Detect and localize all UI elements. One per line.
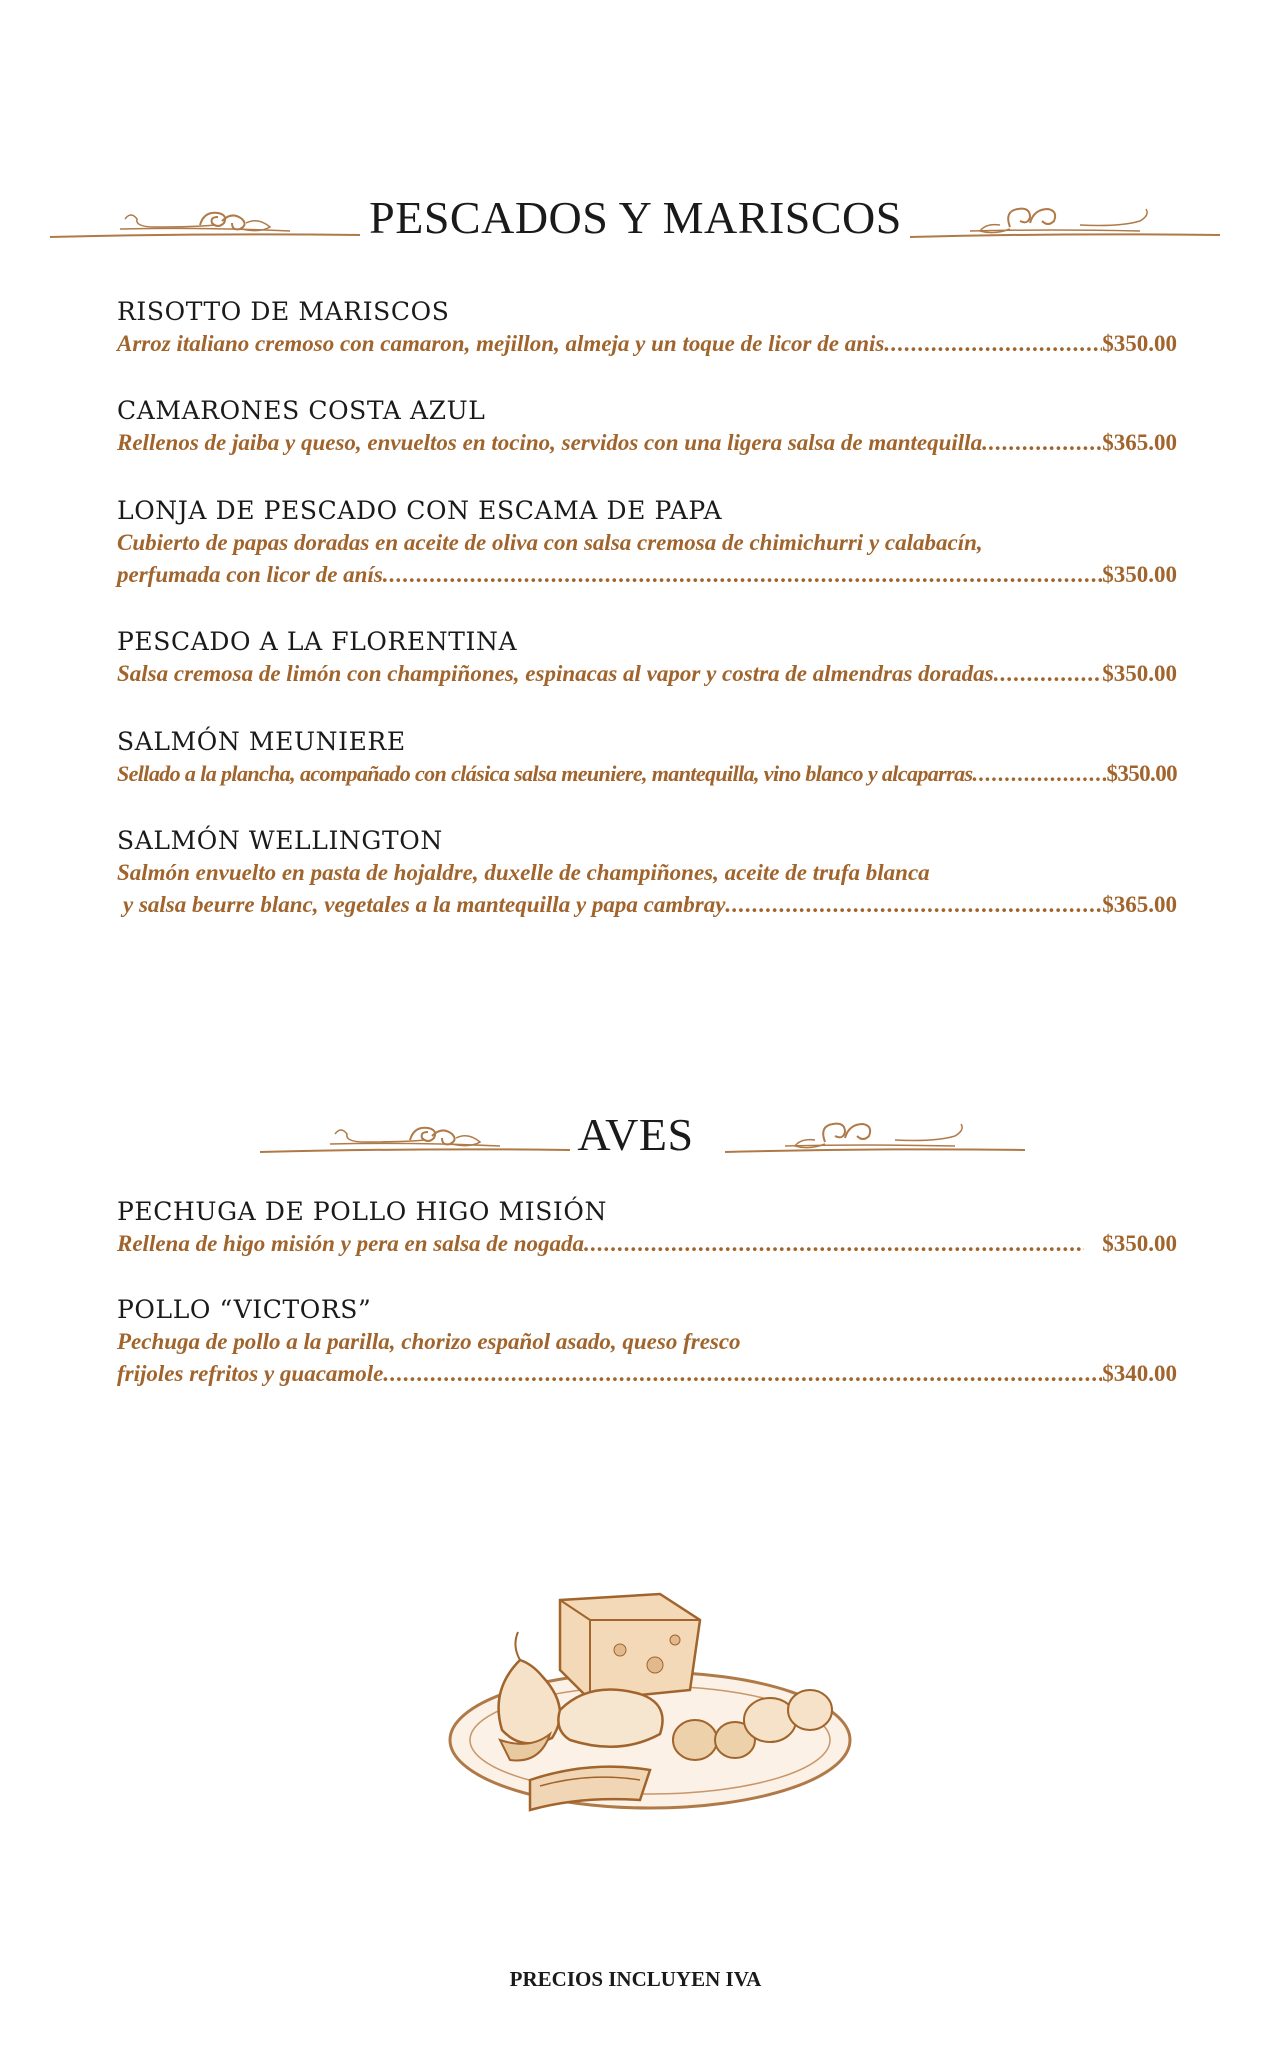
description-text: Rellena de higo misión y pera en salsa de nogada xyxy=(117,1231,585,1256)
dish-description xyxy=(117,1228,1177,1260)
description-text: frijoles refritos y guacamole xyxy=(117,1361,384,1386)
dish-description xyxy=(117,328,1177,360)
price: $340.00 xyxy=(1102,1361,1177,1386)
menu-item xyxy=(117,626,1177,690)
dish-description-line: Salmón envuelto en pasta de hojaldre, duxelle de champiñones, aceite de trufa blanca xyxy=(117,860,930,885)
section-title: AVES xyxy=(577,1109,694,1160)
section-header-aves xyxy=(0,1100,1271,1190)
ornament-right-flourish-icon xyxy=(715,1108,1035,1158)
leader-dots xyxy=(725,889,1102,921)
footer-note: PRECIOS INCLUYEN IVA xyxy=(509,1967,762,1991)
section-header-pescados xyxy=(0,185,1271,275)
dish-description xyxy=(117,889,1177,921)
dish-description xyxy=(117,758,1177,790)
description-text: Rellenos de jaiba y queso, envueltos en tocino, servidos con una ligera salsa de mantequilla xyxy=(117,430,983,455)
menu-item xyxy=(117,1294,1177,1390)
dish-name: PESCADO A LA FLORENTINA xyxy=(117,627,518,656)
dish-name: SALMÓN WELLINGTON xyxy=(117,826,443,855)
dish-name: POLLO “VICTORS” xyxy=(117,1295,372,1324)
food-plate-illustration xyxy=(440,1590,860,1820)
price: $350.00 xyxy=(1102,562,1177,587)
dish-description-line: Cubierto de papas doradas en aceite de oliva con salsa cremosa de chimichurri y calabacín, xyxy=(117,530,983,555)
menu-item xyxy=(117,726,1177,790)
leader-dots xyxy=(383,559,1102,591)
dish-name: PECHUGA DE POLLO HIGO MISIÓN xyxy=(117,1197,607,1226)
dish-description xyxy=(117,559,1177,591)
menu-item xyxy=(117,825,1177,921)
leader-dots xyxy=(383,1358,1102,1390)
price: $365.00 xyxy=(1102,430,1177,455)
menu-item xyxy=(117,395,1177,459)
dish-name: LONJA DE PESCADO CON ESCAMA DE PAPA xyxy=(117,496,723,525)
menu-item xyxy=(117,495,1177,591)
leader-dots xyxy=(584,1228,1084,1260)
price: $350.00 xyxy=(1102,331,1177,356)
section-title: PESCADOS Y MARISCOS xyxy=(369,192,902,243)
description-text: y salsa beurre blanc, vegetales a la mantequilla y papa cambray xyxy=(123,892,726,917)
price: $350.00 xyxy=(1106,761,1177,786)
dish-description xyxy=(117,658,1177,690)
dish-description-line: Pechuga de pollo a la parilla, chorizo español asado, queso fresco xyxy=(117,1329,741,1354)
description-text: Sellado a la plancha, acompañado con clásica salsa meuniere, mantequilla, vino blanco y alcaparras xyxy=(117,761,973,786)
leader-dots xyxy=(972,758,1106,790)
dish-name: SALMÓN MEUNIERE xyxy=(117,727,406,756)
description-text: Salsa cremosa de limón con champiñones, espinacas al vapor y costra de almendras doradas xyxy=(117,661,994,686)
description-text: Arroz italiano cremoso con camaron, mejillon, almeja y un toque de licor de anis xyxy=(117,331,885,356)
dish-description xyxy=(117,1358,1177,1390)
dish-name: CAMARONES COSTA AZUL xyxy=(117,396,486,425)
ornament-right-flourish-icon xyxy=(900,195,1220,245)
dish-description xyxy=(117,427,1177,459)
menu-item xyxy=(117,296,1177,360)
menu-item xyxy=(117,1196,1177,1260)
price: $365.00 xyxy=(1102,892,1177,917)
leader-dots xyxy=(982,427,1102,459)
leader-dots xyxy=(994,658,1103,690)
price: $350.00 xyxy=(1102,1231,1177,1256)
description-text: perfumada con licor de anís xyxy=(117,562,383,587)
dish-name: RISOTTO DE MARISCOS xyxy=(117,297,450,326)
price: $350.00 xyxy=(1102,661,1177,686)
leader-dots xyxy=(884,328,1102,360)
